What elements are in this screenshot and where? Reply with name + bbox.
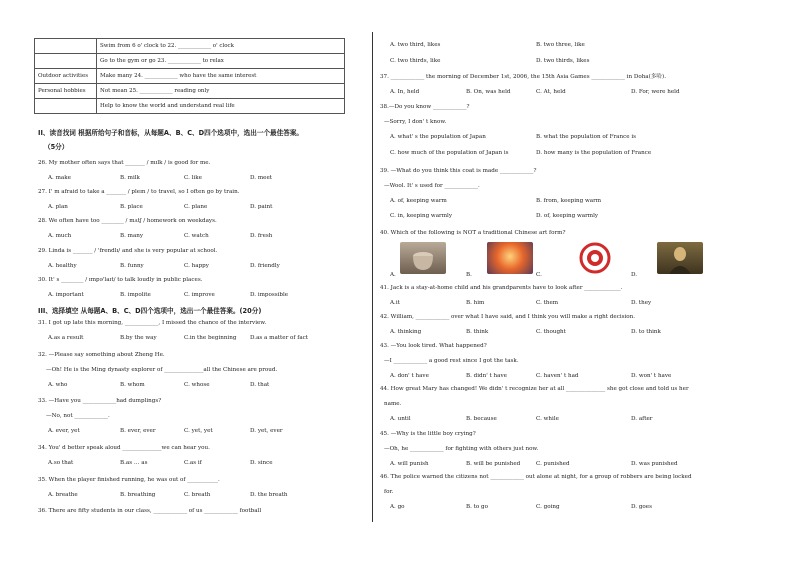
answer-option: C.in the beginning [184, 335, 237, 341]
answer-option: C. happy [184, 262, 209, 269]
answer-option: A. will punish [390, 461, 429, 467]
answer-option: D. goes [631, 504, 652, 510]
question-text: 29. Linda is _______ / 'frendlɪ/ and she is very popular at school. [38, 247, 218, 254]
answer-option: C. them [536, 300, 559, 306]
answer-option: C. how much of the population of Japan is [390, 150, 509, 156]
answer-option: D. two thirds, likes [536, 58, 590, 64]
section-3-title: III、选择填空 从每题A、B、C、D四个选项中，选出一个最佳答案。(20分) [38, 307, 262, 315]
answer-option: C. plane [184, 204, 208, 211]
answer-option: C. while [536, 416, 559, 422]
answer-option: B. ever, ever [120, 428, 156, 434]
answer-option: D. was punished [631, 461, 678, 467]
table-cell-label [35, 54, 97, 69]
answer-option: A. important [48, 291, 84, 298]
pottery-image [400, 242, 446, 274]
sky-lantern-image [487, 242, 533, 274]
answer-option: A. go [390, 504, 405, 510]
answer-option: D. that [250, 382, 270, 388]
question-text: 27. I' m afraid to take a _______ / pleɪn / to travel, so I often go by train. [38, 189, 240, 196]
answer-option: D. [631, 272, 638, 278]
question-text: —I ____________ a good rest since I got the task. [384, 358, 519, 364]
question-text: 30. It' s ________ / ɪmpə'laɪt/ to talk loudly in public places. [38, 276, 203, 283]
table-row [35, 39, 345, 54]
question-text: 40. Which of the following is NOT a traditional Chinese art form? [380, 230, 566, 236]
answer-option: B. will be punished [466, 461, 521, 467]
answer-option: A.as a result [48, 335, 84, 341]
answer-option: A. two third, likes [390, 42, 441, 48]
answer-option: B. what the population of France is [536, 134, 636, 140]
paper-cut-image [572, 242, 618, 274]
table-cell-content: Help to know the world and understand real life [97, 99, 345, 114]
table-row [35, 84, 345, 99]
table-cell-label: Outdoor activities [35, 69, 97, 84]
answer-option: C. breath [184, 492, 211, 498]
answer-option: C. watch [184, 233, 209, 240]
answer-option: A. In, held [390, 89, 420, 95]
question-text: —Sorry, I don' t know. [384, 119, 447, 125]
answer-option: A. of, keeping warm [390, 198, 447, 204]
section-2-title: II、读音找词 根据所给句子和音标，从每题A、B、C、D四个选项中，选出一个最佳答案。 [38, 129, 304, 137]
question-text: 45. —Why is the little boy crying? [380, 431, 476, 437]
answer-option: D. how many is the population of France [536, 150, 652, 156]
question-text: 37. ____________ the morning of December 1st, 2006, the 15th Asia Games ____________ in Doha(多哈). [380, 74, 666, 80]
answer-option: C. improve [184, 291, 215, 298]
table-cell-content: Make many 24. ____________ who have the same interest [97, 69, 345, 84]
answer-option: B. think [466, 329, 489, 335]
answer-option: B. to go [466, 504, 489, 510]
answer-option: B. two three, like [536, 42, 585, 48]
answer-option: B. milk [120, 175, 140, 181]
question-text: 39. —What do you think this coat is made ____________? [380, 168, 537, 174]
answer-option: C. thought [536, 329, 566, 335]
answer-option: C. whose [184, 382, 210, 388]
answer-option: A. thinking [390, 329, 422, 335]
answer-option: A. don' t have [390, 373, 429, 379]
answer-option: A. what' s the population of Japan [390, 134, 486, 140]
answer-option: D. paint [250, 204, 273, 211]
answer-option: D. since [250, 460, 273, 466]
answer-option: B. from, keeping warm [536, 198, 602, 204]
answer-option: C. haven' t had [536, 373, 579, 379]
answer-option: A. healthy [48, 262, 77, 269]
answer-option: D. friendly [250, 262, 280, 269]
answer-option: A. [390, 272, 396, 278]
table-row [35, 99, 345, 114]
answer-option: D. meet [250, 175, 273, 181]
answer-option: A. ever, yet [48, 428, 80, 434]
table-cell-label [35, 99, 97, 114]
question-text: 38.—Do you know ____________? [380, 104, 470, 110]
answer-option: B.by the way [120, 335, 157, 341]
answer-option: C. At, held [536, 89, 566, 95]
answer-option: C. punished [536, 461, 570, 467]
answer-option: B.as … as [120, 460, 148, 466]
answer-option: B. [466, 272, 472, 278]
answer-option: A. plan [48, 204, 68, 211]
answer-option: A. much [48, 233, 72, 240]
answer-option: D. For, were held [631, 89, 680, 95]
question-text: —No, not ____________. [46, 413, 110, 419]
question-text: 42. William, ____________ over what I have said, and I think you will make a right decision. [380, 314, 636, 320]
answer-option: B. many [120, 233, 144, 240]
answer-option: D. fresh [250, 233, 273, 240]
table-cell-content: Swim from 6 o' clock to 22. ____________ o' clock [97, 39, 345, 54]
answer-option: C. going [536, 504, 560, 510]
answer-option: B. place [120, 204, 143, 211]
mona-lisa-image [657, 242, 703, 274]
answer-option: D. to think [631, 329, 661, 335]
answer-option: A. breathe [48, 492, 78, 498]
question-text: for. [384, 489, 394, 495]
answer-option: B. because [466, 416, 497, 422]
question-text: 44. How great Mary has changed! We didn' t recognize her at all ______________ she got close and told us her [380, 386, 689, 392]
question-text: 26. My mother often says that _______ / mɪlk / is good for me. [38, 160, 211, 166]
column-divider [372, 32, 373, 522]
answer-option: B. On, was held [466, 89, 511, 95]
table-row [35, 69, 345, 84]
answer-option: A. until [390, 416, 411, 422]
answer-option: C. [536, 272, 542, 278]
question-text: 31. I got up late this morning, ____________, I missed the chance of the interview. [38, 320, 267, 326]
answer-option: A. who [48, 382, 68, 388]
answer-option: B. didn' t have [466, 373, 507, 379]
answer-option: B. breathing [120, 492, 156, 498]
table-cell-label [35, 39, 97, 54]
answer-option: D. impossible [250, 291, 289, 298]
table-cell-content: Go to the gym or go 23. ____________ to relax [97, 54, 345, 69]
question-text: 36. There are fifty students in our class, ____________ of us ____________ football [38, 508, 262, 514]
answer-option: D. after [631, 416, 653, 422]
answer-option: A.so that [48, 460, 74, 466]
section-2-points: （5分） [44, 143, 69, 151]
question-text: 35. When the player finished running, he was out of ___________. [38, 477, 220, 483]
answer-option: D.as a matter of fact [250, 335, 309, 341]
question-text: —Oh! He is the Ming dynasty explorer of ______________all the Chinese are proud. [46, 367, 278, 373]
answer-option: B. impolite [120, 291, 151, 298]
table-cell-label: Personal hobbies [35, 84, 97, 99]
question-text: 43. —You look tired. What happened? [380, 343, 487, 349]
answer-option: C. yet, yet [184, 428, 213, 434]
answer-option: D. they [631, 300, 652, 306]
answer-option: C.as if [184, 460, 202, 466]
question-text: 46. The police warned the citizens not ____________ out alone at night, for a group of robbers are being locked [380, 474, 692, 480]
table-cell-content: Not mean 25. ____________ reading only [97, 84, 345, 99]
info-table [34, 38, 345, 114]
question-text: —Oh, he ____________ for fighting with others just now. [384, 446, 539, 452]
question-text: 41. Jack is a stay-at-home child and his grandparents have to look after _____________. [380, 285, 623, 291]
question-text: 33. —Have you ____________had dumplings? [38, 398, 162, 404]
answer-option: C. in, keeping warmly [390, 213, 452, 219]
answer-option: D. yet, ever [250, 428, 283, 434]
table-row [35, 54, 345, 69]
answer-option: A. make [48, 175, 71, 181]
answer-option: C. like [184, 175, 202, 181]
question-text: 32. —Please say something about Zheng He. [38, 352, 165, 358]
question-text: —Wool. It' s used for ____________. [384, 183, 480, 189]
answer-option: A.it [390, 300, 400, 306]
answer-option: D. the breath [250, 492, 288, 498]
question-text: name. [384, 401, 402, 407]
answer-option: B. funny [120, 262, 144, 269]
answer-option: B. whom [120, 382, 145, 388]
answer-option: C. two thirds, like [390, 58, 441, 64]
answer-option: D. won' t have [631, 373, 672, 379]
answer-option: B. him [466, 300, 485, 306]
question-text: 34. You' d better speak aloud ______________we can hear you. [38, 445, 210, 451]
answer-option: D. of, keeping warmly [536, 213, 599, 219]
question-text: 28. We often have too ________ / mʌtʃ / homework on weekdays. [38, 218, 217, 225]
